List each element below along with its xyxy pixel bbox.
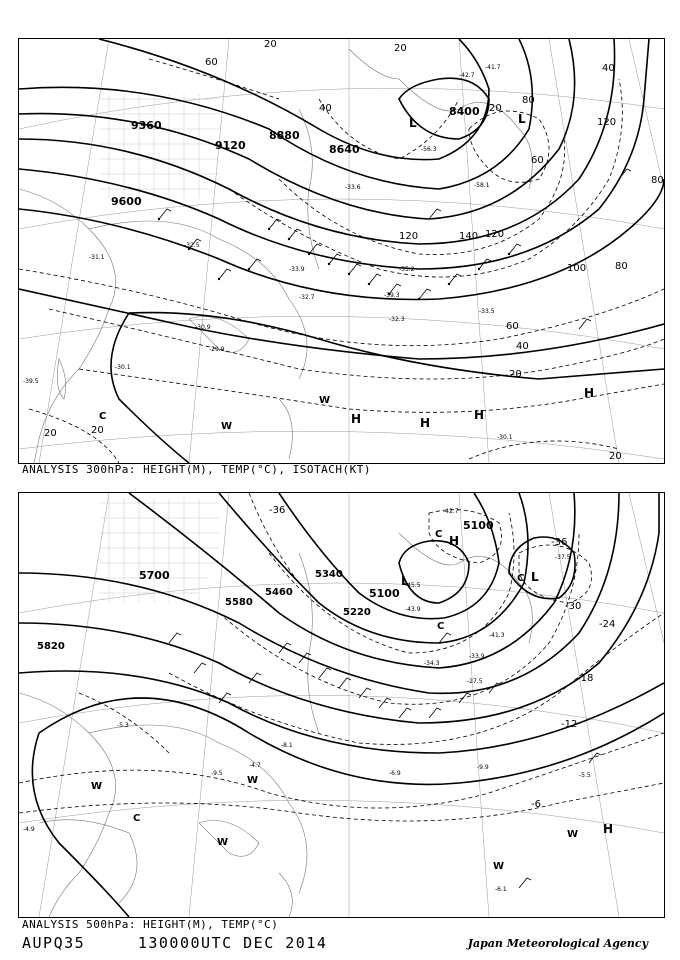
isotach-label: 120 bbox=[485, 229, 505, 240]
isotach-label: 60 bbox=[506, 321, 519, 332]
height-label: 5700 bbox=[139, 569, 170, 582]
temp-label: -39.3 bbox=[384, 292, 400, 299]
isotach-label: 20 bbox=[91, 425, 104, 436]
isotach-label: 20 bbox=[509, 369, 522, 380]
low-pressure-marker: L bbox=[401, 574, 409, 588]
high-pressure-marker: H bbox=[449, 534, 460, 548]
warm-marker: W bbox=[91, 781, 103, 792]
temp-label: -6.1 bbox=[495, 886, 507, 893]
height-label: 5100 bbox=[369, 587, 400, 600]
graticule bbox=[19, 39, 664, 463]
warm-marker: W bbox=[319, 395, 331, 406]
warm-marker: W bbox=[217, 837, 229, 848]
high-pressure-marker: H bbox=[351, 412, 362, 426]
isotach-label: 120 bbox=[399, 231, 419, 242]
temp-label: -8.1 bbox=[281, 742, 293, 749]
isotherm-label: -6 bbox=[531, 799, 541, 810]
temp-label: -9.9 bbox=[477, 764, 489, 771]
isotach-label: 80 bbox=[522, 95, 535, 106]
temp-label: -42.7 bbox=[443, 508, 459, 515]
isotach-label: 140 bbox=[459, 231, 479, 242]
temp-label: -32.5 bbox=[184, 242, 200, 249]
temp-label: -35.2 bbox=[399, 266, 415, 273]
high-pressure-marker: H bbox=[420, 416, 431, 430]
temp-label: -56.3 bbox=[421, 146, 437, 153]
height-label: 5820 bbox=[37, 641, 65, 652]
temp-label: -33.6 bbox=[345, 184, 361, 191]
height-label: 5220 bbox=[343, 607, 371, 618]
temp-label: -6.9 bbox=[389, 770, 401, 777]
isotach-label: 120 bbox=[597, 117, 617, 128]
temp-label: -43.9 bbox=[405, 606, 421, 613]
temp-label: -37.5 bbox=[555, 554, 571, 561]
chart-code: AUPQ35 bbox=[22, 934, 86, 952]
height-label: 5580 bbox=[225, 597, 253, 608]
temp-label: -41.7 bbox=[485, 64, 501, 71]
temp-label: -5.5 bbox=[579, 772, 591, 779]
low-pressure-marker: L bbox=[518, 112, 526, 126]
temp-label: -31.1 bbox=[89, 254, 105, 261]
cold-marker: C bbox=[435, 529, 443, 540]
isotach-label: 40 bbox=[602, 63, 615, 74]
isotach-label: 60 bbox=[531, 155, 544, 166]
isotherm-label: -18 bbox=[577, 673, 594, 684]
isotach-label: 40 bbox=[516, 341, 529, 352]
high-pressure-marker: H bbox=[603, 822, 614, 836]
temp-label: -4.7 bbox=[249, 762, 261, 769]
agency-credit: Japan Meteorological Agency bbox=[467, 937, 648, 950]
cold-marker: C bbox=[99, 411, 107, 422]
height-label: 5460 bbox=[265, 587, 293, 598]
isotherm-label: -30 bbox=[565, 601, 582, 612]
isotach-label: 100 bbox=[567, 263, 587, 274]
isotach-label: 20 bbox=[489, 103, 502, 114]
isotach-label: 20 bbox=[609, 451, 622, 462]
height-label: 8400 bbox=[449, 105, 480, 118]
isotherm-label: -36 bbox=[269, 505, 286, 516]
map-panel-500hpa bbox=[18, 492, 665, 918]
high-pressure-marker: H bbox=[474, 408, 485, 422]
isotach-label: 40 bbox=[319, 103, 332, 114]
temp-label: -32.3 bbox=[389, 316, 405, 323]
isotach-label: 20 bbox=[264, 39, 277, 50]
map-500hpa-svg bbox=[19, 493, 664, 917]
temp-label: -9.5 bbox=[211, 770, 223, 777]
chart-identifier bbox=[22, 934, 327, 952]
hatched-area bbox=[99, 498, 219, 603]
height-label: 9120 bbox=[215, 139, 246, 152]
height-label: 8880 bbox=[269, 129, 300, 142]
isotach-label: 60 bbox=[205, 57, 218, 68]
temp-label: -4.9 bbox=[23, 826, 35, 833]
temp-label: -33.5 bbox=[479, 308, 495, 315]
warm-marker: W bbox=[247, 775, 259, 786]
height-contours bbox=[19, 39, 664, 463]
panel-caption-500hpa: ANALYSIS 500hPa: HEIGHT(M), TEMP(°C) bbox=[22, 918, 279, 931]
cold-marker: C bbox=[133, 813, 141, 824]
temp-label: -33.9 bbox=[469, 653, 485, 660]
temp-label: -42.7 bbox=[459, 72, 475, 79]
isotach-label: 20 bbox=[44, 428, 57, 439]
temp-label: -34.3 bbox=[424, 660, 440, 667]
valid-time: 130000UTC DEC 2014 bbox=[137, 934, 328, 952]
isotherm-label: -36 bbox=[551, 537, 568, 548]
warm-marker: W bbox=[493, 861, 505, 872]
map-panel-300hpa bbox=[18, 38, 665, 464]
wind-barbs bbox=[159, 169, 631, 329]
temp-label: -27.5 bbox=[467, 678, 483, 685]
temp-label: -58.1 bbox=[474, 182, 490, 189]
height-label: 9360 bbox=[131, 119, 162, 132]
isotach-label: 80 bbox=[651, 175, 664, 186]
warm-marker: W bbox=[221, 421, 233, 432]
height-label: 9600 bbox=[111, 195, 142, 208]
height-label: 5340 bbox=[315, 569, 343, 580]
high-pressure-marker: H bbox=[584, 386, 595, 400]
temp-label: -41.3 bbox=[489, 632, 505, 639]
cold-marker: C bbox=[517, 573, 525, 584]
isotach-label: 20 bbox=[394, 43, 407, 54]
temp-label: -5.3 bbox=[117, 722, 129, 729]
isotherm-label: -12 bbox=[561, 719, 578, 730]
temp-label: -30.1 bbox=[115, 364, 131, 371]
temp-label: -45.5 bbox=[405, 582, 421, 589]
temp-label: -32.7 bbox=[299, 294, 315, 301]
warm-marker: W bbox=[567, 829, 579, 840]
isotach-label: 80 bbox=[615, 261, 628, 272]
height-label: 5100 bbox=[463, 519, 494, 532]
hatched-area bbox=[99, 94, 219, 199]
temp-label: -29.9 bbox=[209, 346, 225, 353]
temp-label: -39.5 bbox=[23, 378, 39, 385]
low-pressure-marker: L bbox=[531, 570, 539, 584]
panel-caption-300hpa: ANALYSIS 300hPa: HEIGHT(M), TEMP(°C), ISOTACH(KT) bbox=[22, 463, 372, 476]
map-300hpa-svg bbox=[19, 39, 664, 463]
temp-label: -33.9 bbox=[289, 266, 305, 273]
isotherm-label: -24 bbox=[599, 619, 616, 630]
temp-label: -30.9 bbox=[195, 324, 211, 331]
low-pressure-marker: L bbox=[409, 116, 417, 130]
height-label: 8640 bbox=[329, 143, 360, 156]
cold-marker: C bbox=[437, 621, 445, 632]
temp-label: -30.1 bbox=[497, 434, 513, 441]
